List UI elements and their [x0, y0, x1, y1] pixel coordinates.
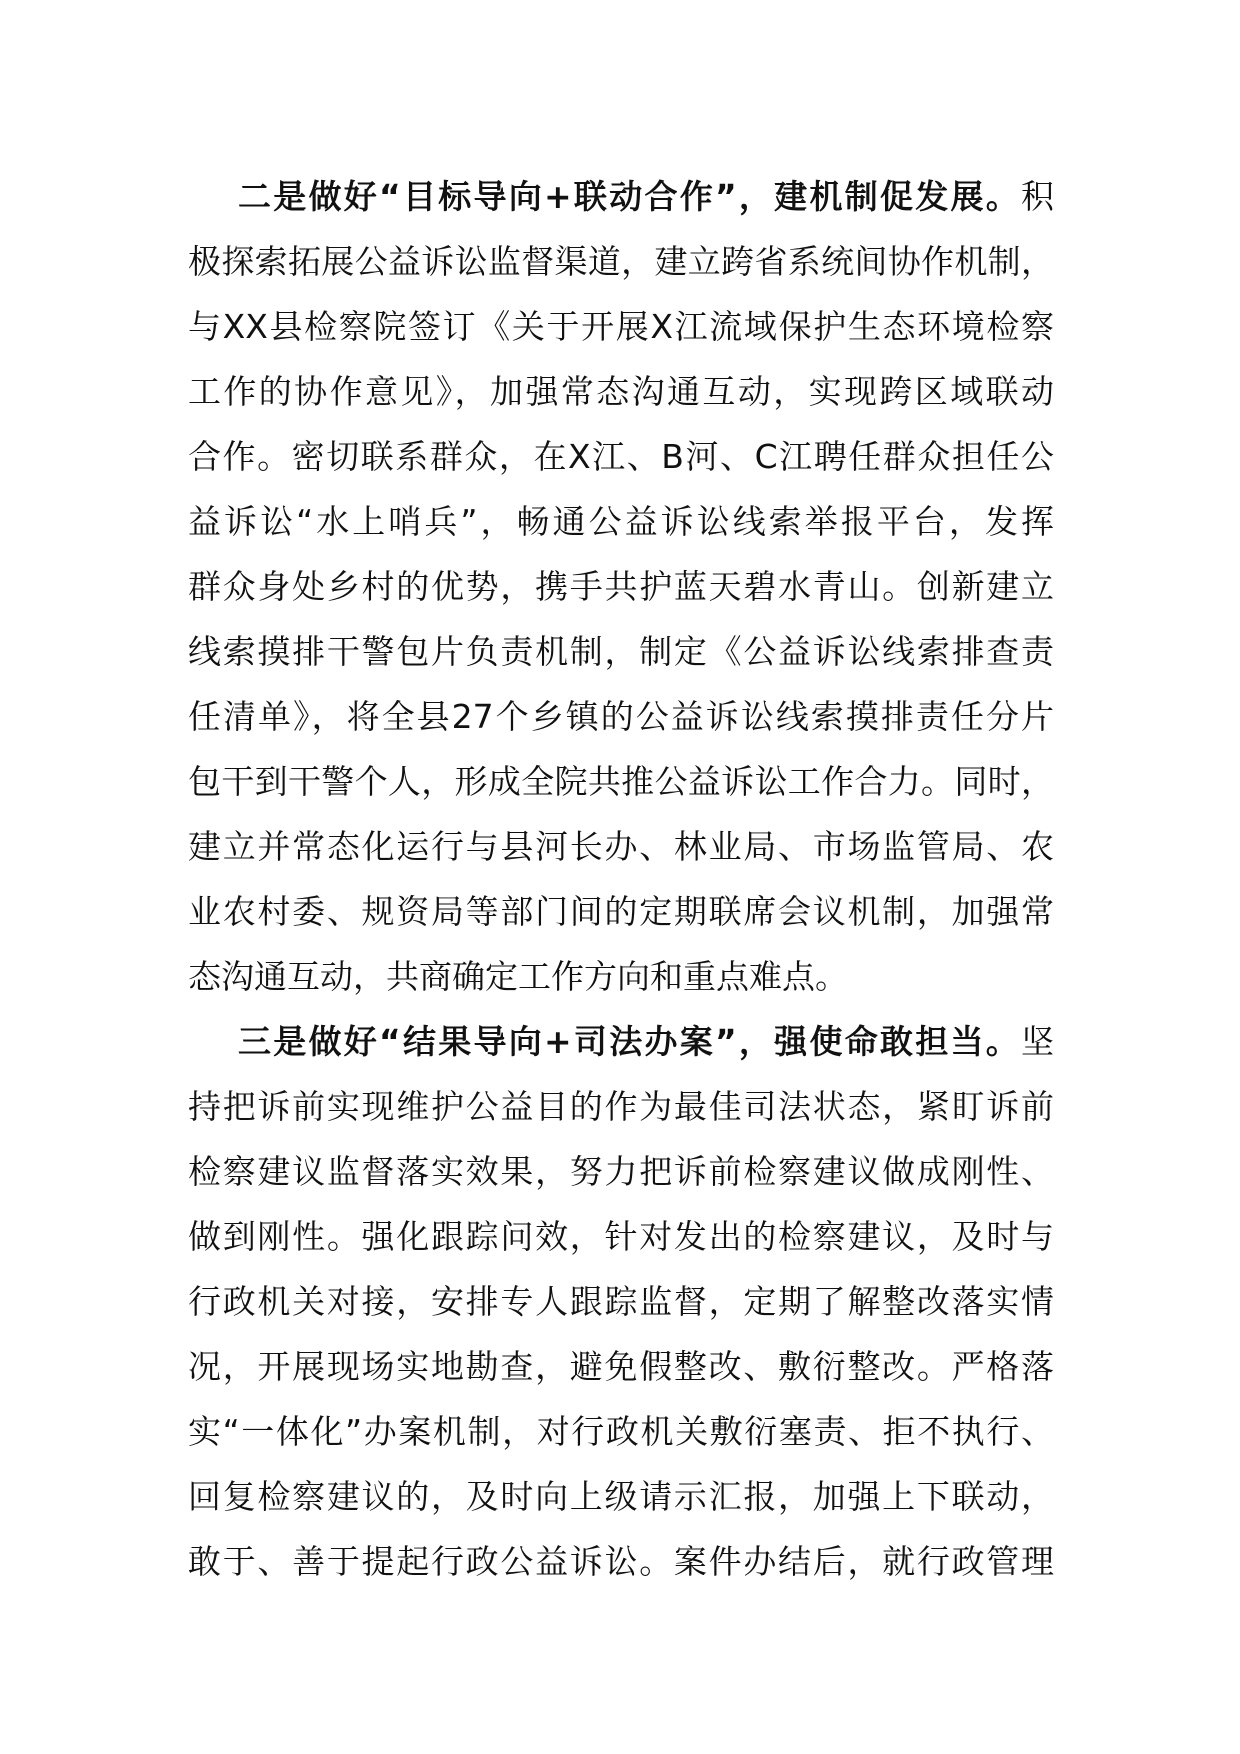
paragraph-2-line-8: 回复检察建议的，及时向上级请示汇报，加强上下联动， [188, 1477, 1054, 1516]
paragraph-1-line-10: 包干到干警个人，形成全院共推公益诉讼工作合力。同时， [188, 762, 1054, 801]
paragraph-1-line-11: 建立并常态化运行与县河长办、林业局、市场监管局、农 [188, 827, 1054, 866]
paragraph-2-lead: 三是做好“结果导向+司法办案”，强使命敢担当。 [238, 1022, 1021, 1061]
paragraph-2-line-6: 况，开展现场实地勘查，避免假整改、敷衍整改。严格落 [188, 1347, 1054, 1386]
paragraph-2-line-3: 检察建议监督落实效果，努力把诉前检察建议做成刚性、 [188, 1152, 1054, 1191]
paragraph-1-line-6: 益诉讼“水上哨兵”，畅通公益诉讼线索举报平台，发挥 [188, 502, 1054, 541]
paragraph-2-line-5: 行政机关对接，安排专人跟踪监督，定期了解整改落实情 [188, 1282, 1054, 1321]
paragraph-1-line-12: 业农村委、规资局等部门间的定期联席会议机制，加强常 [188, 892, 1054, 931]
paragraph-2-line-9: 敢于、善于提起行政公益诉讼。案件办结后，就行政管理 [188, 1542, 1054, 1581]
paragraph-1-line-13: 态沟通互动，共商确定工作方向和重点难点。 [188, 957, 848, 996]
paragraph-1-line-9: 任清单》，将全县27个乡镇的公益诉讼线索摸排责任分片 [188, 697, 1054, 736]
paragraph-1-line-8: 线索摸排干警包片负责机制，制定《公益诉讼线索排查责 [188, 632, 1054, 671]
paragraph-1-line-1 [188, 164, 1054, 229]
paragraph-1-line-2: 极探索拓展公益诉讼监督渠道，建立跨省系统间协作机制， [188, 242, 1054, 281]
paragraph-1-line-5: 合作。密切联系群众，在X江、B河、C江聘任群众担任公 [188, 437, 1054, 476]
paragraph-1-lead: 二是做好“目标导向+联动合作”，建机制促发展。 [238, 177, 1021, 216]
paragraph-2-line-7: 实“一体化”办案机制，对行政机关敷衍塞责、拒不执行、 [188, 1412, 1054, 1451]
paragraph-2-line-2: 持把诉前实现维护公益目的作为最佳司法状态，紧盯诉前 [188, 1087, 1054, 1126]
paragraph-1-line-7: 群众身处乡村的优势，携手共护蓝天碧水青山。创新建立 [188, 567, 1054, 606]
paragraph-2-text: 坚 [1021, 1022, 1054, 1061]
paragraph-2-line-4: 做到刚性。强化跟踪问效，针对发出的检察建议，及时与 [188, 1217, 1054, 1256]
paragraph-1-text: 积 [1021, 177, 1054, 216]
paragraph-1-line-4: 工作的协作意见》，加强常态沟通互动，实现跨区域联动 [188, 372, 1054, 411]
paragraph-1-line-3: 与XX县检察院签订《关于开展X江流域保护生态环境检察 [188, 307, 1054, 346]
document-body [188, 164, 1054, 1594]
paragraph-2-line-1 [188, 1009, 1054, 1074]
